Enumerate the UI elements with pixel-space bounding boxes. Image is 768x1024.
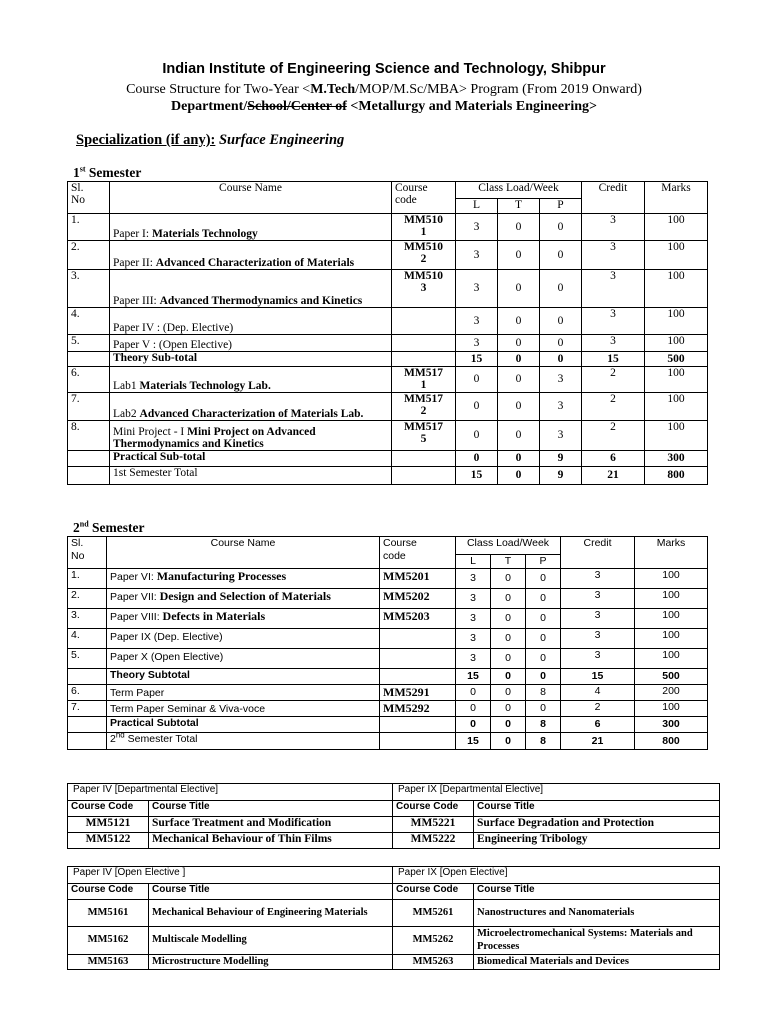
cell: 100 xyxy=(635,569,708,589)
cell: 100 xyxy=(645,214,708,241)
cell xyxy=(68,717,107,733)
cell: 1. xyxy=(68,214,110,241)
course-code-cell: MM517 5 xyxy=(392,421,456,451)
cell: MM5163 xyxy=(68,955,149,970)
cell: Surface Treatment and Modification xyxy=(149,817,393,833)
hdr-credit: Credit xyxy=(561,537,635,569)
cell: 0 xyxy=(491,669,526,685)
cell: 100 xyxy=(645,393,708,421)
cell: 0 xyxy=(491,685,526,701)
course-name-cell: Paper V : (Open Elective) xyxy=(110,335,392,352)
cell: 0 xyxy=(456,685,491,701)
cell: Mechanical Behaviour of Engineering Materials xyxy=(149,900,393,927)
cell: 3 xyxy=(561,609,635,629)
cell xyxy=(380,717,456,733)
table-row xyxy=(68,833,720,849)
sem2-table xyxy=(67,536,708,750)
cell: MM5121 xyxy=(68,817,149,833)
course-line-bold: M.Tech xyxy=(310,82,356,97)
elective-header-row xyxy=(68,801,720,817)
cell: 0 xyxy=(540,241,582,270)
course-code-cell: MM5291 xyxy=(380,685,456,701)
subtotal-label: Theory Sub-total xyxy=(110,352,392,367)
cell: 0 xyxy=(540,352,582,367)
cell: 7. xyxy=(68,393,110,421)
course-code-cell: MM517 2 xyxy=(392,393,456,421)
cell: 100 xyxy=(635,589,708,609)
cell: Mechanical Behaviour of Thin Films xyxy=(149,833,393,849)
cell: 15 xyxy=(456,467,498,485)
table-row xyxy=(68,421,708,451)
subtotal-row xyxy=(68,733,708,750)
cell xyxy=(68,669,107,685)
cell: Engineering Tribology xyxy=(474,833,720,849)
cell: 6 xyxy=(582,451,645,467)
sem2-title-sup: nd xyxy=(79,519,89,529)
header-row xyxy=(68,182,708,199)
cell: 6 xyxy=(561,717,635,733)
table-row xyxy=(68,900,720,927)
cell: 0 xyxy=(526,609,561,629)
cell: 4. xyxy=(68,629,107,649)
cell: 3 xyxy=(582,214,645,241)
cell: 800 xyxy=(635,733,708,750)
cell: MM5162 xyxy=(68,927,149,955)
course-line-pre: Course Structure for Two-Year < xyxy=(126,82,311,97)
cell: 3. xyxy=(68,270,110,308)
sem1-title xyxy=(73,165,141,181)
cell: 2. xyxy=(68,241,110,270)
cell: MM5161 xyxy=(68,900,149,927)
cell: 0 xyxy=(498,451,540,467)
cell: 2 xyxy=(582,421,645,451)
course-code-cell xyxy=(380,629,456,649)
cell: 0 xyxy=(526,701,561,717)
cell: Biomedical Materials and Devices xyxy=(474,955,720,970)
cell: 0 xyxy=(526,649,561,669)
cell: 100 xyxy=(645,367,708,393)
course-code-cell: MM5292 xyxy=(380,701,456,717)
hdr-course-title: Course Title xyxy=(149,884,393,900)
hdr-sl: Sl. No xyxy=(68,182,110,214)
hdr-course-name: Course Name xyxy=(110,182,392,214)
table-row xyxy=(68,701,708,717)
cell xyxy=(68,451,110,467)
cell: 3 xyxy=(582,270,645,308)
cell: 0 xyxy=(491,733,526,750)
sem1-title-sup: st xyxy=(79,164,86,174)
specialization xyxy=(76,132,344,149)
cell: 4. xyxy=(68,308,110,335)
cell: 200 xyxy=(635,685,708,701)
cell: Nanostructures and Nanomaterials xyxy=(474,900,720,927)
cell: 3 xyxy=(456,241,498,270)
dept-pre: Department/ xyxy=(171,99,248,114)
cell: 3 xyxy=(561,569,635,589)
course-code-cell: MM5201 xyxy=(380,569,456,589)
cell: 0 xyxy=(491,629,526,649)
cell: 3 xyxy=(582,308,645,335)
cell: Microelectromechanical Systems: Materials and Processes xyxy=(474,927,720,955)
cell xyxy=(68,467,110,485)
cell: 3 xyxy=(540,421,582,451)
cell: 3 xyxy=(582,335,645,352)
elective-left-title: Paper IV [Departmental Elective] xyxy=(68,784,393,801)
cell: 300 xyxy=(645,451,708,467)
cell: 8 xyxy=(526,733,561,750)
cell: 0 xyxy=(498,214,540,241)
hdr-credit: Credit xyxy=(582,182,645,214)
cell: 3 xyxy=(456,589,491,609)
cell xyxy=(68,733,107,750)
hdr-course-name: Course Name xyxy=(107,537,380,569)
cell: 0 xyxy=(491,589,526,609)
cell: 0 xyxy=(526,589,561,609)
sem2-title-num: 2 xyxy=(73,520,80,535)
cell: 0 xyxy=(491,569,526,589)
subtotal-label: Practical Subtotal xyxy=(107,717,380,733)
course-code-cell: MM510 3 xyxy=(392,270,456,308)
cell: 0 xyxy=(491,649,526,669)
cell: 4 xyxy=(561,685,635,701)
course-code-cell xyxy=(380,649,456,669)
cell: MM5263 xyxy=(393,955,474,970)
elective-title-row xyxy=(68,784,720,801)
course-name-cell: Paper VI: Manufacturing Processes xyxy=(107,569,380,589)
specialization-label: Specialization (if any): xyxy=(76,132,216,148)
cell: 0 xyxy=(491,609,526,629)
cell: 3 xyxy=(456,214,498,241)
cell: T xyxy=(491,555,526,569)
elective-right-title: Paper IX [Open Elective] xyxy=(393,867,720,884)
cell: 100 xyxy=(635,701,708,717)
hdr-sl: Sl. No xyxy=(68,537,107,569)
cell: 0 xyxy=(526,669,561,685)
cell: 9 xyxy=(540,467,582,485)
elective-left-title: Paper IV [Open Elective ] xyxy=(68,867,393,884)
table-row xyxy=(68,335,708,352)
cell: 0 xyxy=(540,270,582,308)
cell: 21 xyxy=(582,467,645,485)
elective-right-title: Paper IX [Departmental Elective] xyxy=(393,784,720,801)
open-elective-table xyxy=(67,866,720,970)
cell: 100 xyxy=(645,421,708,451)
course-name-cell: Paper IV : (Dep. Elective) xyxy=(110,308,392,335)
cell xyxy=(380,733,456,750)
subtotal-row xyxy=(68,717,708,733)
institute-title: Indian Institute of Engineering Science and Technology, Shibpur xyxy=(162,61,606,77)
hdr-marks: Marks xyxy=(635,537,708,569)
course-structure-line xyxy=(0,82,768,98)
cell: 800 xyxy=(645,467,708,485)
cell xyxy=(380,669,456,685)
cell: Multiscale Modelling xyxy=(149,927,393,955)
cell: 0 xyxy=(456,717,491,733)
cell: 3 xyxy=(561,589,635,609)
dept-elective-table xyxy=(67,783,720,849)
table-row xyxy=(68,609,708,629)
cell: 0 xyxy=(498,308,540,335)
table-row xyxy=(68,214,708,241)
cell: P xyxy=(540,199,582,214)
cell: 0 xyxy=(498,270,540,308)
cell: Surface Degradation and Protection xyxy=(474,817,720,833)
table-row xyxy=(68,393,708,421)
subtotal-row xyxy=(68,467,708,485)
cell: 15 xyxy=(456,352,498,367)
cell: 15 xyxy=(582,352,645,367)
sem1-title-text: Semester xyxy=(85,165,142,180)
cell: 3 xyxy=(540,367,582,393)
total-label: 2nd Semester Total xyxy=(107,733,380,750)
cell: 3 xyxy=(540,393,582,421)
hdr-course-title: Course Title xyxy=(474,801,720,817)
course-name-cell: Lab1 Materials Technology Lab. xyxy=(110,367,392,393)
cell: 500 xyxy=(645,352,708,367)
cell: 0 xyxy=(498,467,540,485)
table-row xyxy=(68,241,708,270)
cell: 3 xyxy=(456,308,498,335)
course-name-cell: Mini Project - I Mini Project on Advanced Thermodynamics and Kinetics xyxy=(110,421,392,451)
cell: 0 xyxy=(526,569,561,589)
cell: 0 xyxy=(498,367,540,393)
cell xyxy=(68,352,110,367)
cell: 9 xyxy=(540,451,582,467)
course-name-cell: Term Paper xyxy=(107,685,380,701)
table-row xyxy=(68,589,708,609)
cell: 0 xyxy=(498,352,540,367)
course-code-cell: MM510 2 xyxy=(392,241,456,270)
table-row xyxy=(68,270,708,308)
cell: 3 xyxy=(456,609,491,629)
course-name-cell: Lab2 Advanced Characterization of Materials Lab. xyxy=(110,393,392,421)
cell: 100 xyxy=(645,270,708,308)
dept-post: <Metallurgy and Materials Engineering> xyxy=(346,99,597,114)
cell: P xyxy=(526,555,561,569)
cell: 0 xyxy=(456,421,498,451)
cell: 100 xyxy=(635,629,708,649)
cell xyxy=(392,467,456,485)
cell: 0 xyxy=(498,241,540,270)
cell: 0 xyxy=(491,701,526,717)
cell: 3 xyxy=(582,241,645,270)
subtotal-label: 1st Semester Total xyxy=(110,467,392,485)
cell: 3 xyxy=(456,569,491,589)
course-code-cell xyxy=(392,335,456,352)
course-name-cell: Paper II: Advanced Characterization of Materials xyxy=(110,241,392,270)
cell: 100 xyxy=(645,308,708,335)
table-row xyxy=(68,308,708,335)
cell: 0 xyxy=(498,421,540,451)
course-code-cell: MM517 1 xyxy=(392,367,456,393)
cell: 1. xyxy=(68,569,107,589)
cell: 3. xyxy=(68,609,107,629)
cell: 7. xyxy=(68,701,107,717)
course-name-cell: Paper X (Open Elective) xyxy=(107,649,380,669)
cell: 0 xyxy=(498,335,540,352)
cell: 3 xyxy=(456,649,491,669)
cell: 5. xyxy=(68,649,107,669)
table-row xyxy=(68,685,708,701)
cell: 3 xyxy=(456,270,498,308)
table-row xyxy=(68,955,720,970)
cell: MM5261 xyxy=(393,900,474,927)
cell: 100 xyxy=(635,609,708,629)
hdr-course-code: Course code xyxy=(392,182,456,214)
cell: 21 xyxy=(561,733,635,750)
course-name-cell: Paper VIII: Defects in Materials xyxy=(107,609,380,629)
cell: 15 xyxy=(456,733,491,750)
cell: 0 xyxy=(456,367,498,393)
cell: MM5262 xyxy=(393,927,474,955)
course-name-cell: Paper III: Advanced Thermodynamics and Kinetics xyxy=(110,270,392,308)
hdr-class-load: Class Load/Week xyxy=(456,182,582,199)
department-line xyxy=(0,99,768,115)
hdr-course-code: Course Code xyxy=(393,884,474,900)
table-row xyxy=(68,927,720,955)
course-name-cell: Term Paper Seminar & Viva-voce xyxy=(107,701,380,717)
cell: 100 xyxy=(645,241,708,270)
table-row xyxy=(68,649,708,669)
cell: 3 xyxy=(456,335,498,352)
course-name-cell: Paper IX (Dep. Elective) xyxy=(107,629,380,649)
table-row xyxy=(68,817,720,833)
course-code-cell xyxy=(392,308,456,335)
cell: 0 xyxy=(540,214,582,241)
table-row xyxy=(68,629,708,649)
cell: 6. xyxy=(68,367,110,393)
cell: 0 xyxy=(491,717,526,733)
elective-header-row xyxy=(68,884,720,900)
cell: 0 xyxy=(456,451,498,467)
hdr-course-code: Course Code xyxy=(393,801,474,817)
cell: 500 xyxy=(635,669,708,685)
cell: 300 xyxy=(635,717,708,733)
course-name-cell: Paper I: Materials Technology xyxy=(110,214,392,241)
subtotal-row xyxy=(68,451,708,467)
cell: 15 xyxy=(561,669,635,685)
cell: 3 xyxy=(456,629,491,649)
cell: 0 xyxy=(498,393,540,421)
course-name-cell: Paper VII: Design and Selection of Materials xyxy=(107,589,380,609)
specialization-value: Surface Engineering xyxy=(218,132,345,148)
cell: L xyxy=(456,199,498,214)
subtotal-label: Practical Sub-total xyxy=(110,451,392,467)
sem2-title xyxy=(73,520,145,536)
hdr-course-code: Course Code xyxy=(68,884,149,900)
cell: Microstructure Modelling xyxy=(149,955,393,970)
hdr-class-load: Class Load/Week xyxy=(456,537,561,555)
cell: 15 xyxy=(456,669,491,685)
cell: MM5122 xyxy=(68,833,149,849)
cell: 100 xyxy=(645,335,708,352)
cell: 6. xyxy=(68,685,107,701)
cell xyxy=(392,352,456,367)
sem1-table xyxy=(67,181,708,485)
cell: MM5222 xyxy=(393,833,474,849)
hdr-course-title: Course Title xyxy=(474,884,720,900)
cell: 5. xyxy=(68,335,110,352)
cell xyxy=(392,451,456,467)
cell: 3 xyxy=(561,649,635,669)
table-row xyxy=(68,367,708,393)
subtotal-label: Theory Subtotal xyxy=(107,669,380,685)
cell: T xyxy=(498,199,540,214)
cell: L xyxy=(456,555,491,569)
course-code-cell: MM5202 xyxy=(380,589,456,609)
subtotal-row xyxy=(68,352,708,367)
cell: 8 xyxy=(526,685,561,701)
cell: 0 xyxy=(456,393,498,421)
course-code-cell: MM5203 xyxy=(380,609,456,629)
hdr-course-code: Course Code xyxy=(68,801,149,817)
cell: 2 xyxy=(561,701,635,717)
subtotal-row xyxy=(68,669,708,685)
cell: 8 xyxy=(526,717,561,733)
cell: 2. xyxy=(68,589,107,609)
course-line-post: /MOP/M.Sc/MBA> Program (From 2019 Onward) xyxy=(355,82,642,97)
cell: 3 xyxy=(561,629,635,649)
hdr-course-title: Course Title xyxy=(149,801,393,817)
cell: MM5221 xyxy=(393,817,474,833)
cell: 2 xyxy=(582,367,645,393)
hdr-marks: Marks xyxy=(645,182,708,214)
dept-struck: School/Center of xyxy=(247,99,347,114)
cell: 0 xyxy=(540,335,582,352)
cell: 2 xyxy=(582,393,645,421)
table-row xyxy=(68,569,708,589)
hdr-course-code: Course code xyxy=(380,537,456,569)
sem1-title-num: 1 xyxy=(73,165,80,180)
cell: 0 xyxy=(540,308,582,335)
cell: 0 xyxy=(456,701,491,717)
header-row xyxy=(68,537,708,555)
cell: 0 xyxy=(526,629,561,649)
elective-title-row xyxy=(68,867,720,884)
sem2-title-text: Semester xyxy=(88,520,145,535)
cell: 8. xyxy=(68,421,110,451)
course-code-cell: MM510 1 xyxy=(392,214,456,241)
cell: 100 xyxy=(635,649,708,669)
